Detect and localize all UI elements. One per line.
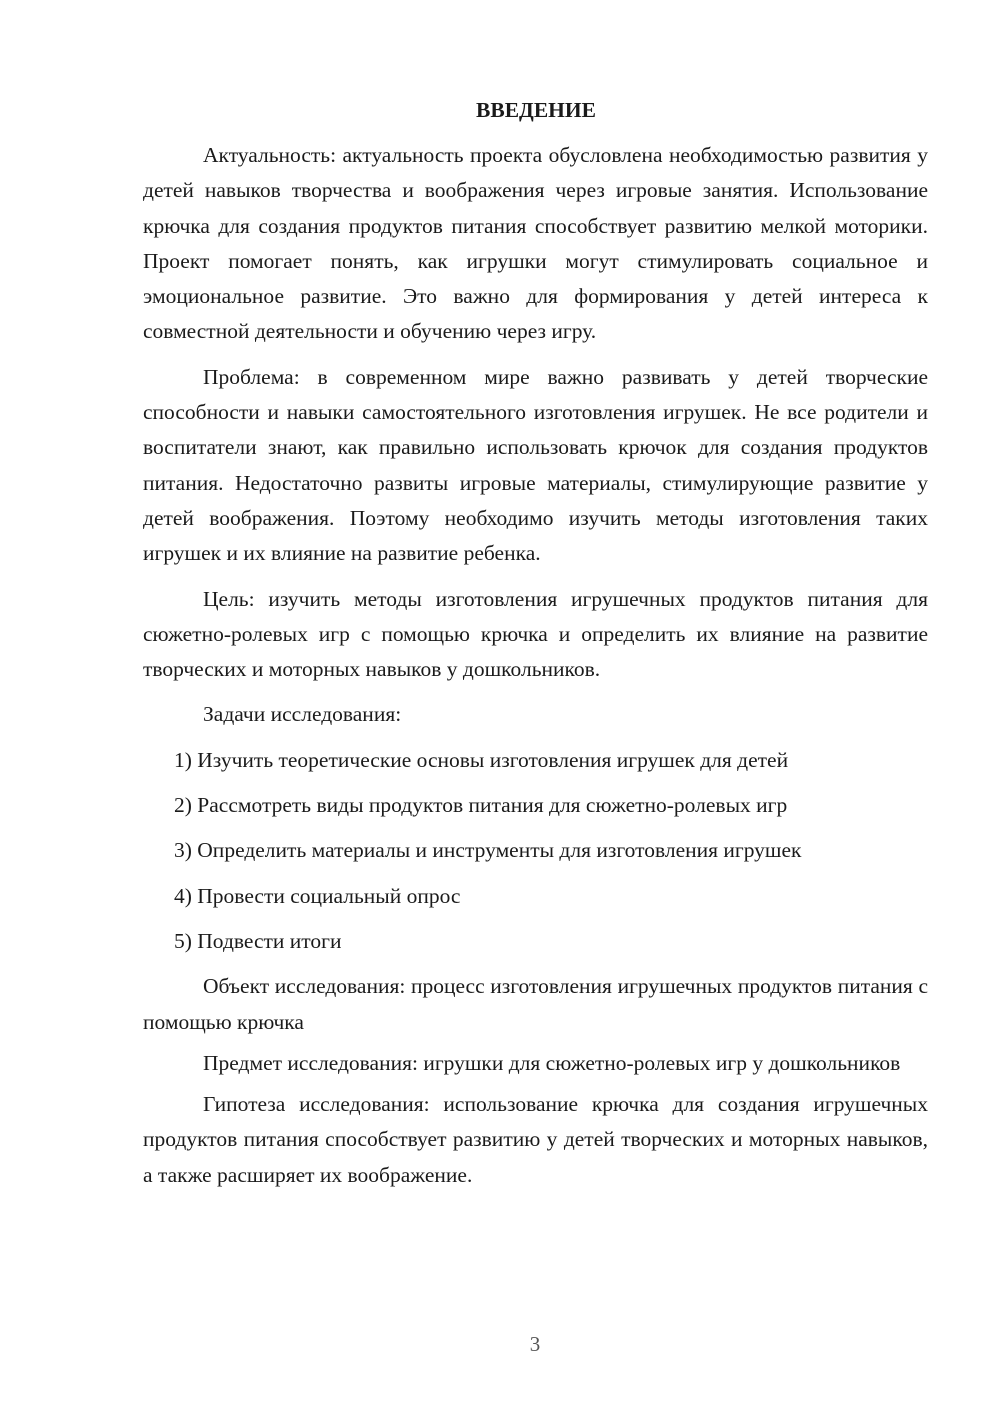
list-item: 2) Рассмотреть виды продуктов питания для сюжетно-ролевых игр — [174, 793, 788, 818]
tasks-heading: Задачи исследования: — [203, 702, 402, 727]
list-item: 1) Изучить теоретические основы изготовления игрушек для детей — [174, 747, 789, 772]
document-page — [143, 96, 928, 1199]
paragraph-problem: Проблема: в современном мире важно развивать у детей творческие способности и навыки самостоятельного изготовления игрушек. Не все родители и воспитатели знают, как правильно использовать крючок для создания продуктов питания. Недостаточно развиты игровые материалы, стимулирующие развитие у детей воображения. Поэтому необходимо изучить методы изготовления таких игрушек и их влияние на развитие ребенка. — [143, 364, 928, 566]
page-number: 3 — [529, 1332, 541, 1356]
paragraph-object: Объект исследования: процесс изготовления игрушечных продуктов питания с помощью крючка — [143, 974, 928, 1034]
paragraph-goal: Цель: изучить методы изготовления игрушечных продуктов питания для сюжетно-ролевых игр с помощью крючка и определить их влияние на развитие творческих и моторных навыков у дошкольников. — [143, 586, 928, 682]
paragraph-subject: Предмет исследования: игрушки для сюжетно-ролевых игр у дошкольников — [203, 1050, 901, 1075]
paragraph-hypothesis: Гипотеза исследования: использование крючка для создания игрушечных продуктов питания способствует развитию у детей творческих и моторных навыков, а также расширяет их воображение. — [143, 1092, 928, 1187]
list-item: 4) Провести социальный опрос — [174, 883, 461, 908]
page-title: ВВЕДЕНИЕ — [476, 98, 596, 122]
list-item: 3) Определить материалы и инструменты для изготовления игрушек — [174, 838, 802, 863]
task-list — [143, 743, 928, 959]
list-item: 5) Подвести итоги — [174, 928, 342, 953]
paragraph-relevance: Актуальность: актуальность проекта обусловлена необходимостью развития у детей навыков творчества и воображения через игровые занятия. Использование крючка для создания продуктов питания способствует развитию мелкой моторики. Проект помогает понять, как игрушки могут стимулировать социальное и эмоциональное развитие. Это важно для формирования у детей интереса к совместной деятельности и обучению через игру. — [143, 143, 928, 344]
